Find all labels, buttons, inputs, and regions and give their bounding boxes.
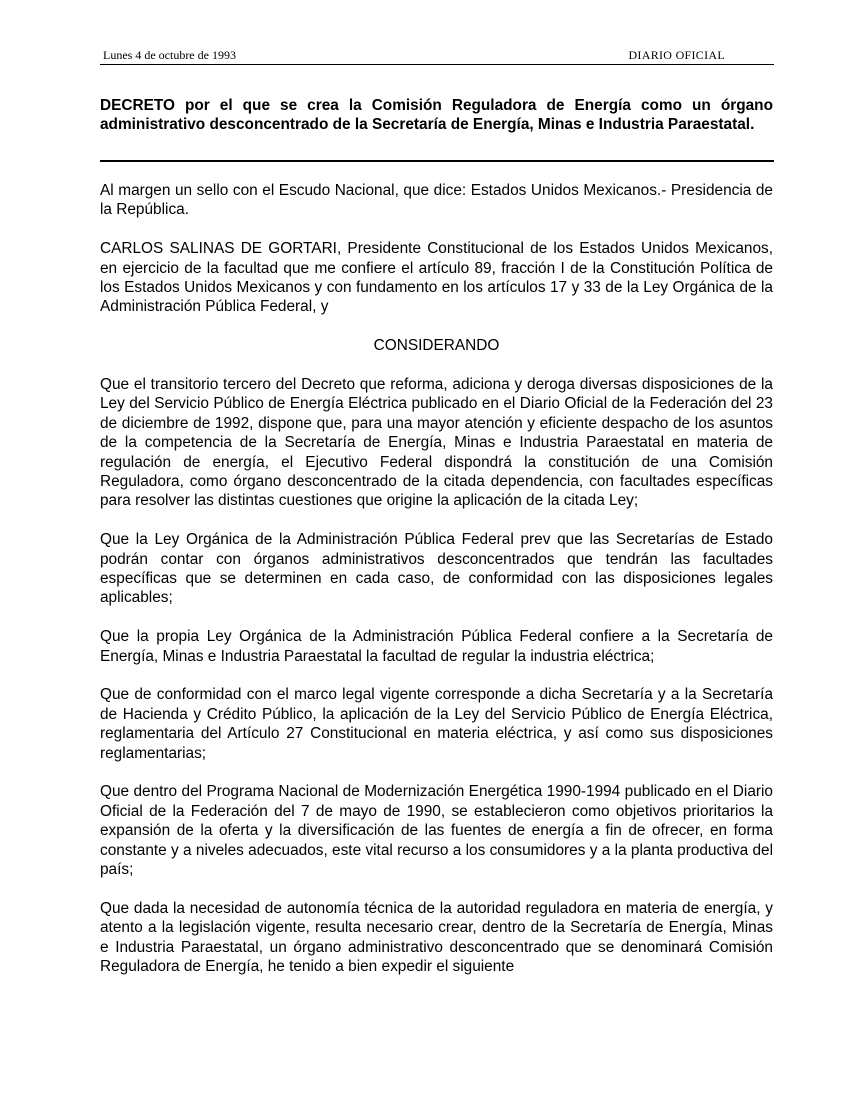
considerando-heading: CONSIDERANDO <box>373 337 500 355</box>
considerando-paragraph: Que dada la necesidad de autonomía técnica de la autoridad reguladora en materia de energía, y atento a la legislación vigente, resulta necesario crear, dentro de la Secretaría de Energía, Minas e Industria Paraestatal, un órgano administrativo desconcentrado que se denominará Comisión Reguladora de Energía, he tenido a bien expedir el siguiente <box>100 899 773 976</box>
considerando-paragraph: Que el transitorio tercero del Decreto que reforma, adiciona y deroga diversas disposiciones de la Ley del Servicio Público de Energía Eléctrica publicado en el Diario Oficial de la Federación del 23 de diciembre de 1992, dispone que, para una mayor atención y eficiente despacho de los asuntos de la competencia de la Secretaría de Energía, Minas e Industria Paraestatal en materia de regulación de energía, el Ejecutivo Federal dispondrá la constitución de una Comisión Reguladora, como órgano desconcentrado de la citada dependencia, con facultades específicas para resolver las distintas cuestiones que origine la aplicación de la citada Ley; <box>100 376 773 510</box>
title-divider <box>100 160 774 162</box>
seal-paragraph: Al margen un sello con el Escudo Nacional, que dice: Estados Unidos Mexicanos.- Presidencia de la República. <box>100 182 773 219</box>
considerando-paragraph: Que de conformidad con el marco legal vigente corresponde a dicha Secretaría y a la Secretaría de Hacienda y Crédito Público, la aplicación de la Ley del Servicio Público de Energía Eléctrica, reglamentaria del Artículo 27 Constitucional en materia eléctrica, y así como sus disposiciones reglamentarias; <box>100 686 773 762</box>
header-divider <box>100 64 774 65</box>
considerando-paragraph: Que dentro del Programa Nacional de Modernización Energética 1990-1994 publicado en el Diario Oficial de la Federación del 7 de mayo de 1990, se establecieron como objetivos prioritarios la expansión de la oferta y la diversificación de las fuentes de energía a fin de ofrecer, en forma constante y a niveles adecuados, este vital recurso a los consumidores y a la planta productiva del país; <box>100 783 773 879</box>
preamble-paragraph: CARLOS SALINAS DE GORTARI, Presidente Constitucional de los Estados Unidos Mexicanos, en ejercicio de la facultad que me confiere el artículo 89, fracción I de la Constitución Política de los Estados Unidos Mexicanos y con fundamento en los artículos 17 y 33 de la Ley Orgánica de la Administración Pública Federal, y <box>100 240 773 316</box>
document-body <box>100 181 773 996</box>
considerando-paragraph: Que la propia Ley Orgánica de la Administración Pública Federal confiere a la Secretaría de Energía, Minas e Industria Paraestatal la facultad de regular la industria eléctrica; <box>100 628 773 665</box>
considerando-paragraph: Que la Ley Orgánica de la Administración Pública Federal prev que las Secretarías de Estado podrán contar con órganos administrativos desconcentrados que tendrán las facultades específicas que se determinen en cada caso, de conformidad con las disposiciones legales aplicables; <box>100 531 773 607</box>
publication-name: DIARIO OFICIAL <box>628 48 725 62</box>
header-date: Lunes 4 de octubre de 1993 <box>103 48 236 62</box>
decree-title: DECRETO por el que se crea la Comisión Reguladora de Energía como un órgano administrativo desconcentrado de la Secretaría de Energía, Minas e Industria Paraestatal. <box>100 97 773 134</box>
